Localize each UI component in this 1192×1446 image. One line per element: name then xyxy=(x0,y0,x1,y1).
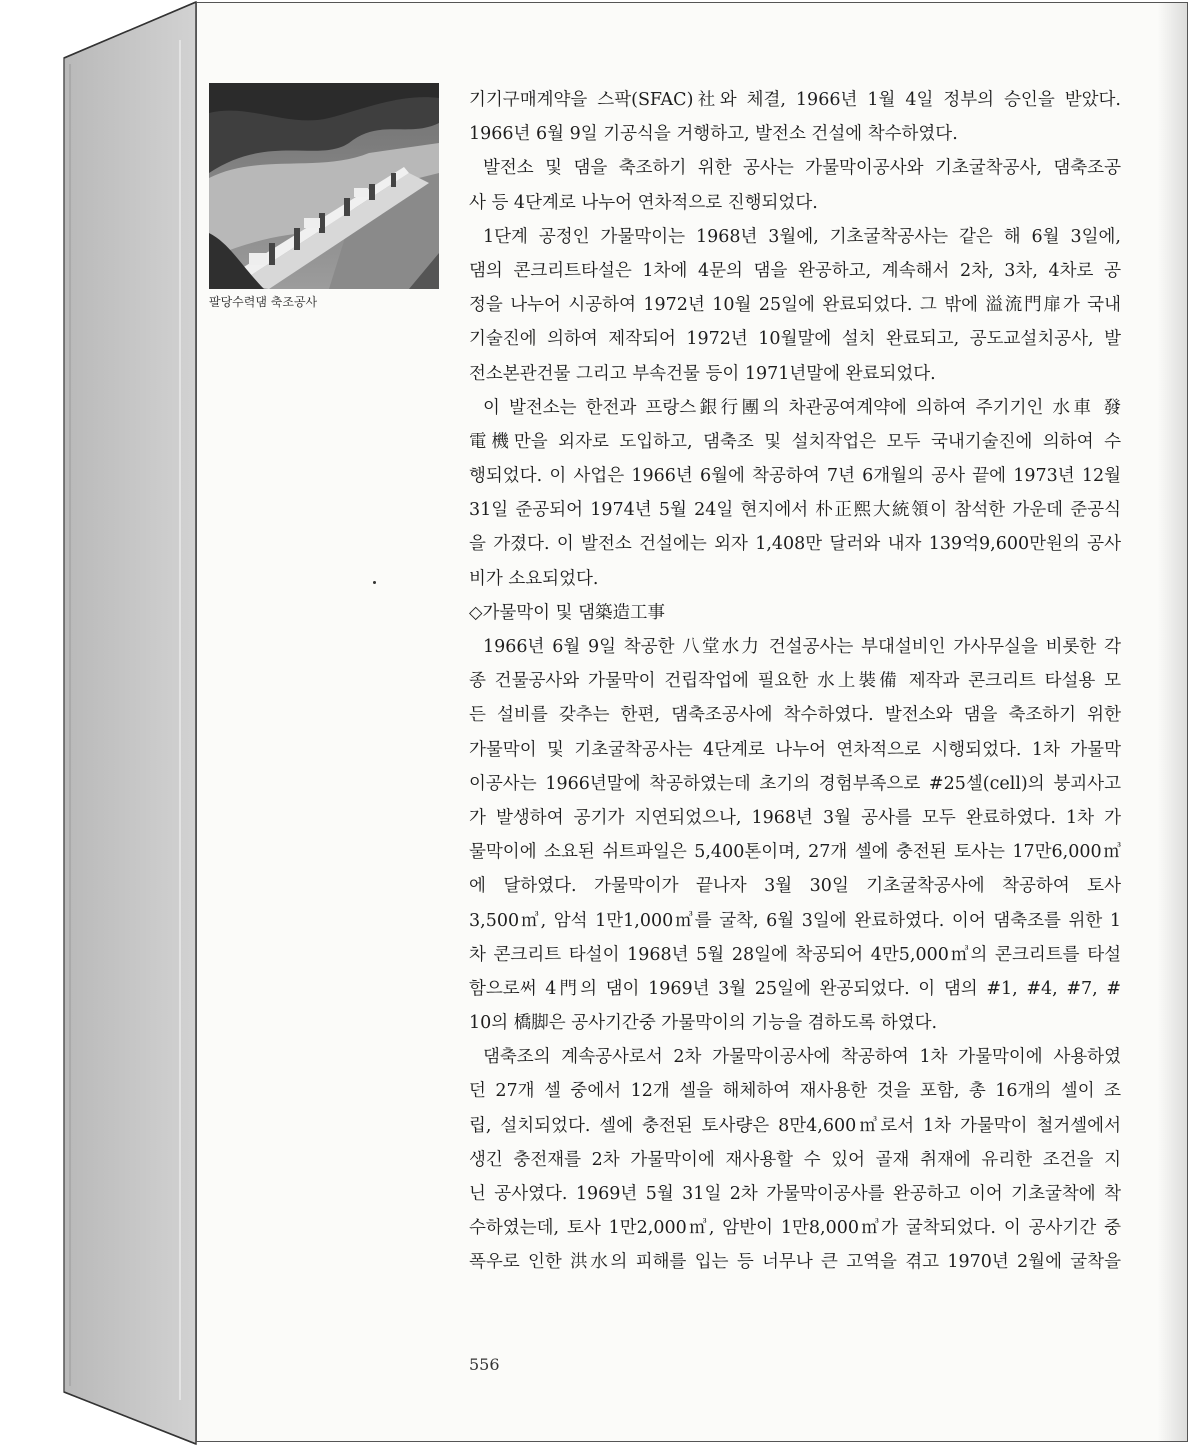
text-line: 차 콘크리트 타설이 1968년 5월 28일에 착공되어 4만5,000㎥의 콘크리트를 타설 xyxy=(469,944,1121,965)
text-line: 1966년 6월 9일 기공식을 거행하고, 발전소 건설에 착수하였다. xyxy=(469,124,958,145)
text-line: 전소본관건물 그리고 부속건물 등이 1971년말에 완료되었다. xyxy=(469,363,936,384)
text-line: 1966년 6월 9일 착공한 八堂水力 건설공사는 부대설비인 가사무실을 비롯한 각 xyxy=(483,637,1121,657)
text-line: 던 27개 셀 중에서 12개 셀을 해체하여 재사용한 것을 포함, 총 16개의 셀이 조 xyxy=(469,1081,1121,1102)
text-line: 댐의 콘크리트타설은 1차에 4문의 댐을 완공하고, 계속해서 2차, 3차, 4차로 공 xyxy=(469,260,1121,281)
text-line: 1단계 공정인 가물막이는 1968년 3월에, 기초굴착공사는 같은 해 6월 3일에, xyxy=(483,226,1121,247)
page-gutter-shadow xyxy=(1157,3,1187,1441)
text-line: 행되었다. 이 사업은 1966년 6월에 착공하여 7년 6개월의 공사 끝에 1973년 12월 xyxy=(469,466,1121,487)
text-line: 발전소 및 댐을 축조하기 위한 공사는 가물막이공사와 기초굴착공사, 댐축조공 xyxy=(483,158,1121,179)
text-line: 이 발전소는 한전과 프랑스銀行團의 차관공여계약에 의하여 주기기인 水車 發 xyxy=(483,397,1121,418)
text-line: 물막이에 소요된 쉬트파일은 5,400톤이며, 27개 셀에 충전된 토사는 17만6,000㎥ xyxy=(469,842,1121,863)
text-line: 정을 나누어 시공하여 1972년 10월 25일에 완료되었다. 그 밖에 溢流門扉가 국내 xyxy=(469,295,1121,316)
text-line: 電機만을 외자로 도입하고, 댐축조 및 설치작업은 모두 국내기술진에 의하여 수 xyxy=(469,431,1121,452)
text-line: 폭우로 인한 洪水의 피해를 입는 등 너무나 큰 고역을 겪고 1970년 2월에 굴착을 xyxy=(469,1252,1121,1273)
text-line: 수하였는데, 토사 1만2,000㎥, 암반이 1만8,000㎥가 굴착되었다. 이 공사기간 중 xyxy=(469,1218,1121,1239)
text-line: 함으로써 4門의 댐이 1969년 3월 25일에 완공되었다. 이 댐의 #1, #4, #7, # xyxy=(469,978,1121,999)
book-page xyxy=(196,2,1188,1442)
text-line: 가물막이 및 기초굴착공사는 4단계로 나누어 연차적으로 시행되었다. 1차 가물막 xyxy=(469,739,1121,760)
text-line: 가 발생하여 공기가 지연되었으나, 1968년 3월 공사를 모두 완료하였다. 1차 가 xyxy=(469,807,1121,828)
body-text xyxy=(469,83,1121,1280)
text-line: 기술진에 의하여 제작되어 1972년 10월말에 설치 완료되고, 공도교설치공사, 발 xyxy=(469,329,1121,350)
text-line: 을 가졌다. 이 발전소 건설에는 외자 1,408만 달러와 내자 139억9,600만원의 공사 xyxy=(469,534,1121,555)
text-line: 사 등 4단계로 나누어 연차적으로 진행되었다. xyxy=(469,192,818,213)
dam-construction-photo xyxy=(209,83,439,289)
book-spine-edge xyxy=(0,0,200,1446)
text-line: 종 건물공사와 가물막이 건립작업에 필요한 水上裝備 제작과 콘크리트 타설용 모 xyxy=(469,671,1121,692)
text-line: 이공사는 1966년말에 착공하였는데 초기의 경험부족으로 #25셀(cell)의 붕괴사고 xyxy=(469,773,1121,794)
speck-mark xyxy=(373,581,376,584)
text-line: 닌 공사였다. 1969년 5월 31일 2차 가물막이공사를 완공하고 이어 기초굴착에 착 xyxy=(469,1184,1121,1204)
text-line: 비가 소요되었다. xyxy=(469,568,599,589)
text-line: 립, 설치되었다. 셀에 충전된 토사량은 8만4,600㎥로서 1차 가물막이 철거셀에서 xyxy=(469,1115,1121,1136)
text-line: 에 달하였다. 가물막이가 끝나자 3월 30일 기초굴착공사에 착공하여 토사 xyxy=(469,876,1121,897)
text-line: 기기구매계약을 스팍(SFAC)社와 체결, 1966년 1월 4일 정부의 승인을 받았다. xyxy=(469,90,1121,110)
photo-caption: 팔당수력댐 축조공사 xyxy=(209,295,318,309)
dam-photo-image xyxy=(209,83,439,289)
page-number: 556 xyxy=(469,1355,500,1374)
text-line: 31일 준공되어 1974년 5월 24일 현지에서 朴正熙大統領이 참석한 가운데 준공식 xyxy=(469,500,1121,521)
text-line: 댐축조의 계속공사로서 2차 가물막이공사에 착공하여 1차 가물막이에 사용하였 xyxy=(483,1047,1121,1068)
text-line: 생긴 충전재를 2차 가물막이에 재사용할 수 있어 골재 취재에 유리한 조건을 지 xyxy=(469,1149,1121,1170)
text-line: 10의 橋脚은 공사기간중 가물막이의 기능을 겸하도록 하였다. xyxy=(469,1013,938,1034)
text-line: 3,500㎥, 암석 1만1,000㎥를 굴착, 6월 3일에 완료하였다. 이어 댐축조를 위한 1 xyxy=(469,910,1121,931)
text-line: 든 설비를 갖추는 한편, 댐축조공사에 착수하였다. 발전소와 댐을 축조하기 위한 xyxy=(469,705,1121,726)
text-line: ◇가물막이 및 댐築造工事 xyxy=(469,602,666,623)
